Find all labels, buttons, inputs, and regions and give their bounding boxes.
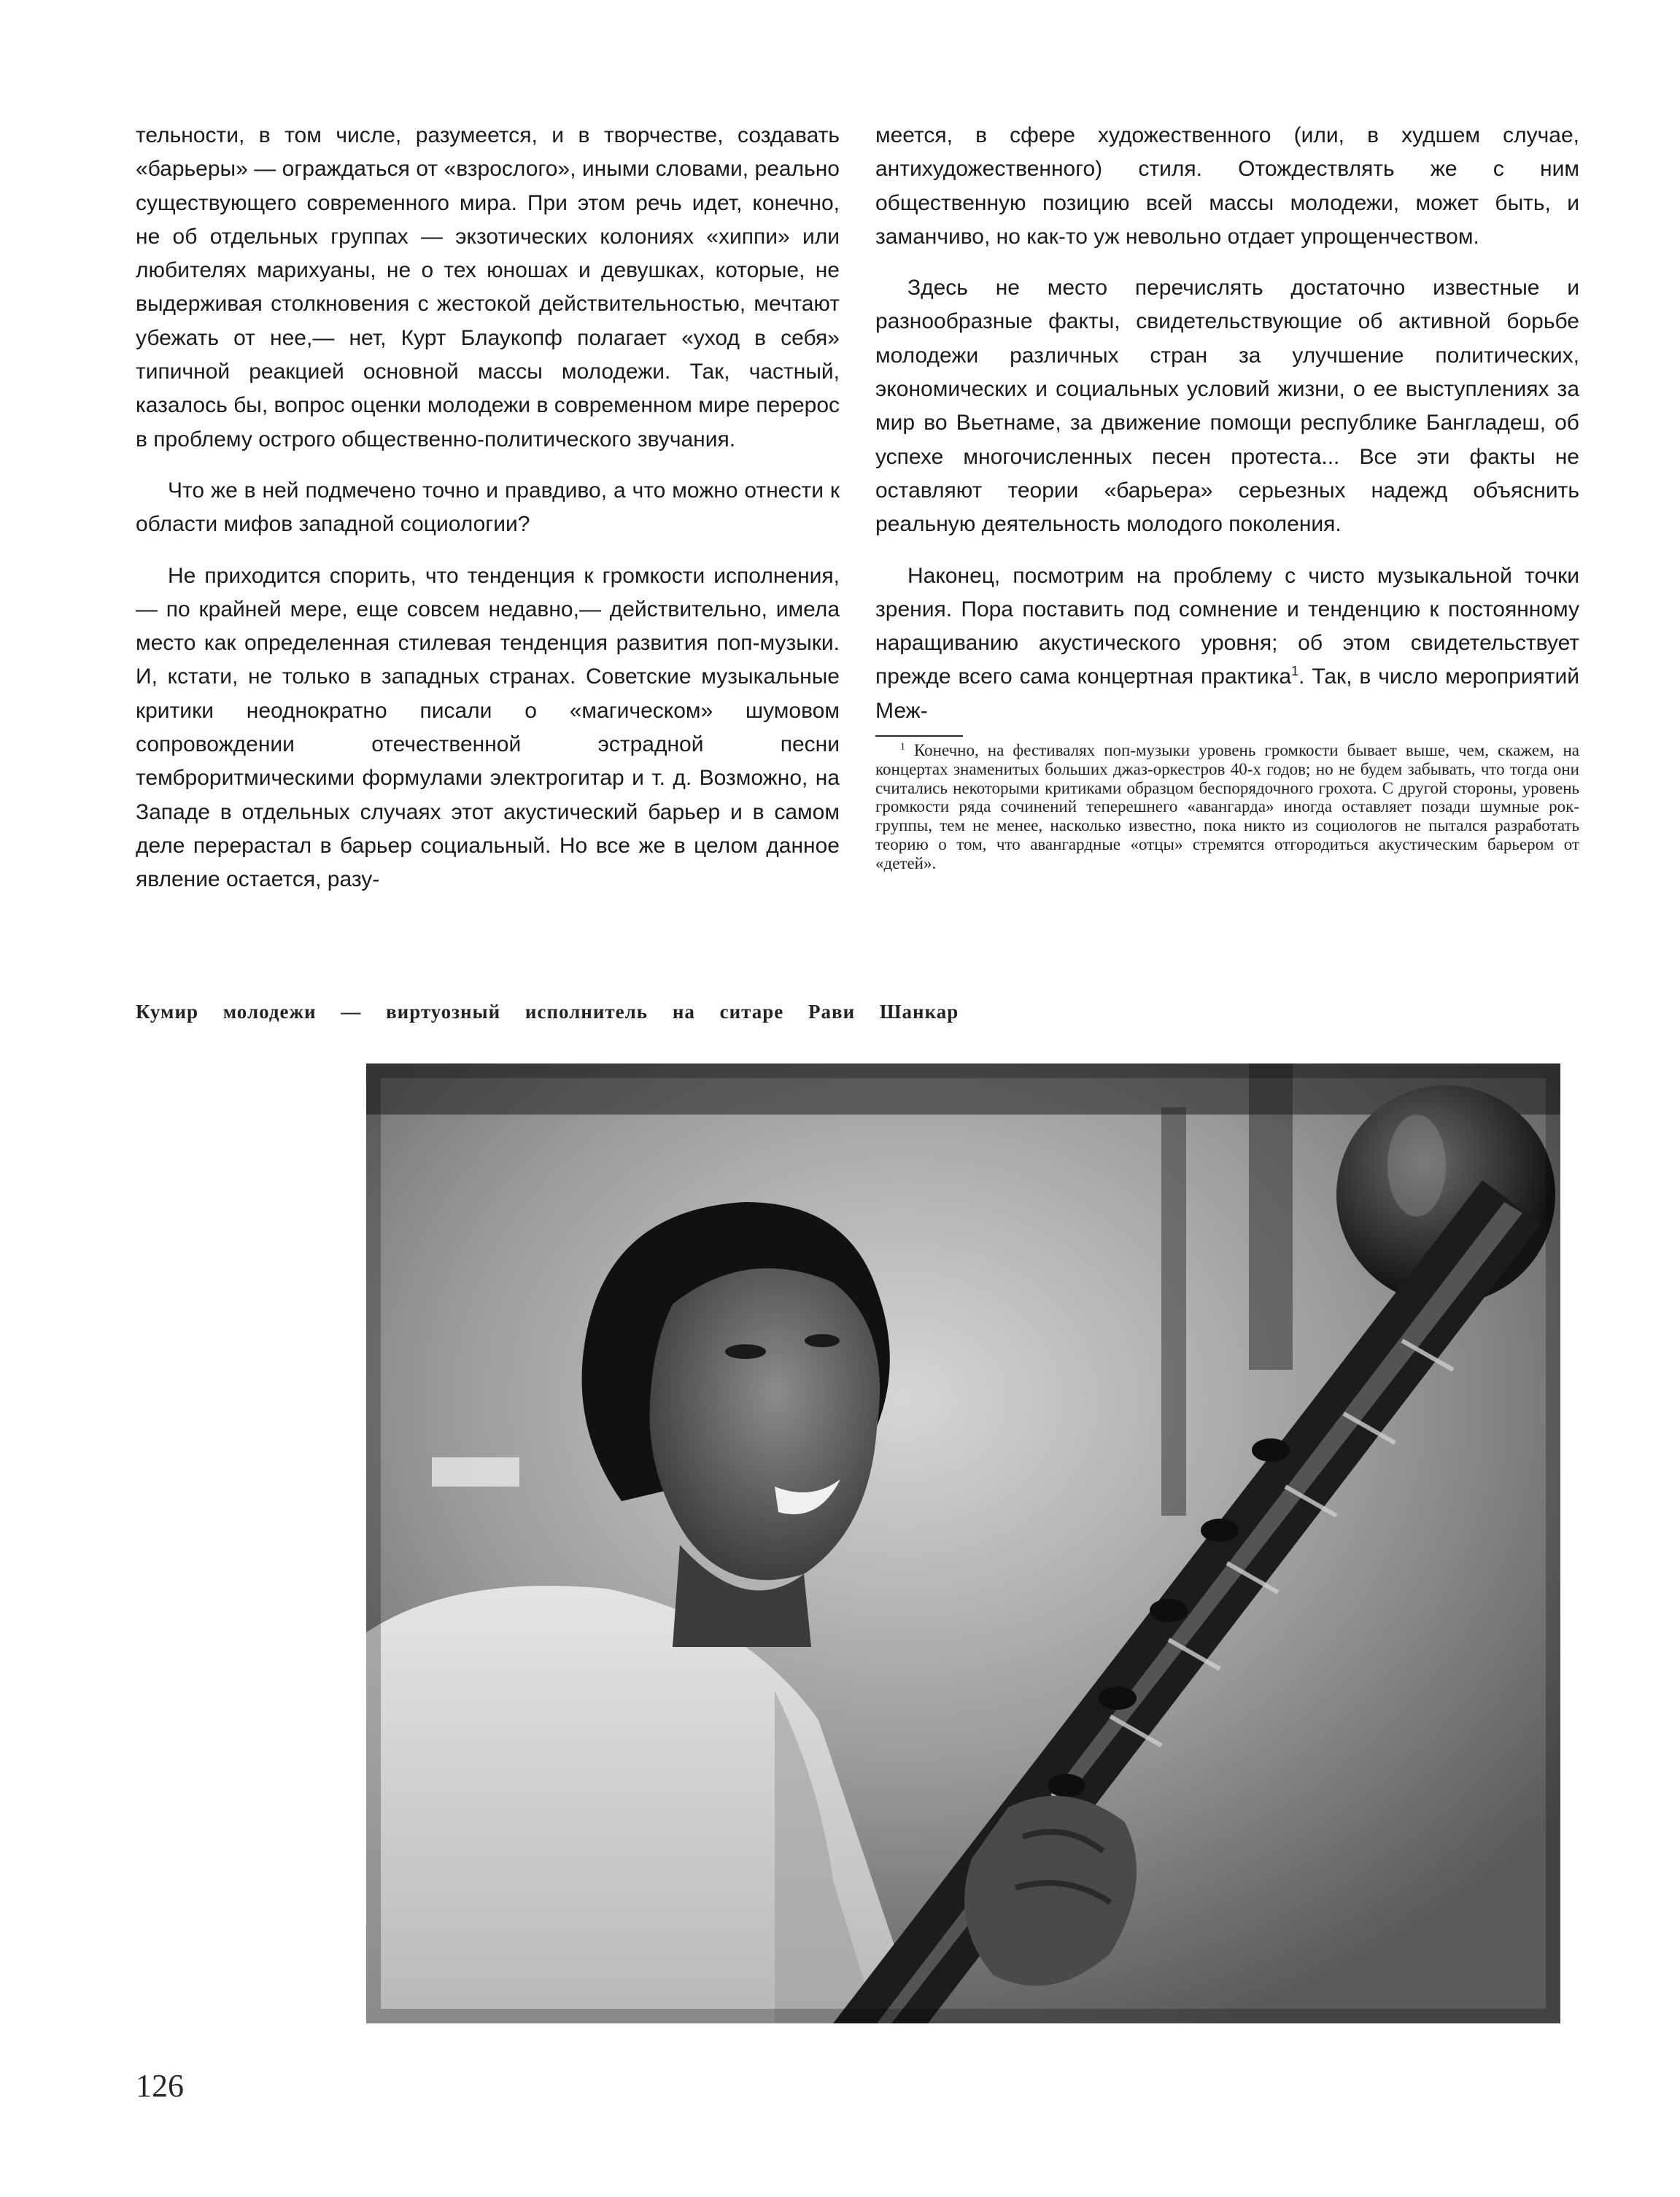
page-number: 126 — [136, 2068, 184, 2104]
paragraph: меется, в сфере художественного (или, в худшем случае, антихудожественного) стиля. Отождествлять же с ним общественную позицию всей массы молодежи, может быть, и заманчиво, но как-то уж невольно отдает упрощенчеством. — [875, 123, 1579, 249]
footnote-divider — [875, 735, 963, 737]
paragraph: Здесь не место перечислять достаточно известные и разнообразные факты, свидетельствующие об активной борьбе молодежи различных стран за улучшение политических, экономических и социальных условий жизни, о ее выступлениях за мир во Вьетнаме, за движение помощи республике Бангладеш, об успехе многочисленных песен протеста... Все эти факты не оставляют теории «барьера» серьезных надежд объяснить реальную деятельность молодого поколения. — [875, 276, 1579, 537]
paragraph: Что же в ней подмечено точно и правдиво, а что можно отнести к области мифов западной социологии? — [136, 478, 840, 537]
right-text-column — [875, 119, 1579, 728]
left-text-column — [136, 119, 840, 897]
paragraph: тельности, в том числе, разумеется, и в творчестве, создавать «барьеры» — ограждаться от «взрослого», иными словами, реально существующего современного мира. При этом речь идет, конечно, не об отдельных группах — экзотических колониях «хиппи» или любителях марихуаны, не о тех юношах и девушках, которые, не выдерживая столкновения с жестокой действительностью, мечтают убежать от нее,— нет, Курт Блаукопф полагает «уход в себя» типичной реакцией основной массы молодежи. Так, частный, казалось бы, вопрос оценки молодежи в современном мире перерос в проблему острого общественно-политического звучания. — [136, 123, 840, 452]
paragraph-text: Наконец, посмотрим на проблему с чисто музыкальной точки зрения. Пора поставить под сомнение и тенденцию к постоянному наращиванию акустического уровня; об этом свидетельствует прежде всего сама концертная практика — [875, 563, 1579, 689]
footnote-marker: 1 — [900, 740, 905, 752]
photo-sitar-player — [366, 1063, 1560, 2023]
paragraph: Не приходится спорить, что тенденция к громкости исполнения,— по крайней мере, еще совсем недавно,— действительно, имела место как определенная стилевая тенденция развития поп-музыки. И, кстати, не только в западных странах. Советские музыкальные критики неоднократно писали о «магическом» шумовом сопровождении отечественной эстрадной песни темброритмическими формулами электрогитар и т. д. Возможно, на Западе в отдельных случаях этот акустический барьер и в самом деле перерастал в барьер социальный. Но все же в целом данное явление остается, разу- — [136, 563, 840, 892]
footnote-text: Конечно, на фестивалях поп-музыки уровень громкости бывает выше, чем, скажем, на концертах знаменитых больших джаз-оркестров 40-х годов; но не будем забывать, что тогда они считались некоторыми критиками образцом беспорядочного грохота. С другой стороны, уровень громкости ряда сочинений теперешнего «авангарда» иногда оставляет позади шумные рок-группы, тем не менее, насколько известно, пока никто из социологов не пытался разработать теорию о том, что авангардные «отцы» стремятся отгородиться акустическим барьером от «детей». — [875, 741, 1579, 872]
paragraph — [875, 559, 1579, 728]
footnote-reference[interactable]: 1 — [1291, 664, 1299, 679]
paragraph-text: . Так, в число мероприятий Меж- — [875, 664, 1580, 723]
photo-illustration — [366, 1063, 1560, 2023]
footnote — [875, 741, 1579, 873]
photo-caption: Кумир молодежи — виртуозный исполнитель на ситаре Рави Шанкар — [136, 1001, 959, 1023]
